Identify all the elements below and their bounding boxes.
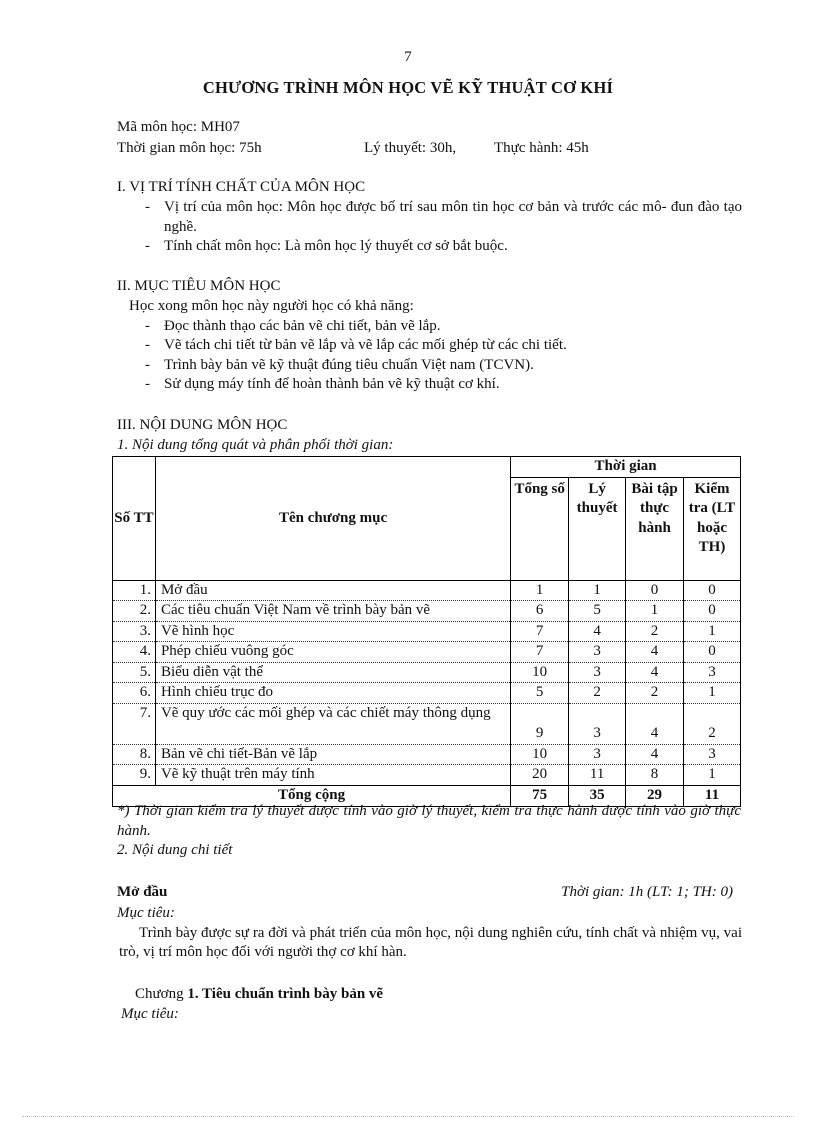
cell-theory: 3 (569, 744, 626, 765)
cell-stt: 2. (113, 601, 156, 622)
list-item: - Đọc thành thạo các bản vẽ chi tiết, bản vẽ lắp. (117, 317, 742, 337)
cell-stt: 7. (113, 703, 156, 744)
cell-total: 1 (511, 580, 569, 601)
table-row (113, 601, 741, 622)
cell-exercise: 2 (626, 683, 684, 704)
cell-test: 1 (684, 765, 741, 786)
header-exercise: Bài tập thực hành (626, 477, 684, 580)
cell-name: Mở đầu (155, 580, 510, 601)
cell-exercise: 4 (626, 703, 684, 744)
cell-test: 2 (684, 703, 741, 744)
cell-total: 20 (511, 765, 569, 786)
section-position (117, 178, 742, 257)
page-title: CHƯƠNG TRÌNH MÔN HỌC VẼ KỸ THUẬT CƠ KHÍ (202, 78, 614, 97)
cell-exercise: 2 (626, 621, 684, 642)
cell-stt: 3. (113, 621, 156, 642)
table-row (113, 765, 741, 786)
chapter-1-prefix: Chương (135, 986, 184, 1002)
cell-test: 3 (684, 662, 741, 683)
cell-test: 1 (684, 683, 741, 704)
cell-name: Vẽ hình học (155, 621, 510, 642)
table-caption: 1. Nội dung tổng quát và phân phối thời gian: (117, 437, 394, 453)
opening-goal-text: Trình bày được sự ra đời và phát triển của môn học, nội dung nghiên cứu, tính chất và nhiệm vụ, vai trò, vị trí môn học đối với người thợ cơ khí hàn. (119, 924, 742, 960)
chapter-1-goal-label: Mục tiêu: (121, 1005, 179, 1022)
cell-theory: 11 (569, 765, 626, 786)
section-objectives-title: II. MỤC TIÊU MÔN HỌC (117, 278, 281, 294)
cell-name: Biểu diễn vật thể (155, 662, 510, 683)
cell-exercise: 8 (626, 765, 684, 786)
cell-name: Hình chiếu trục đo (155, 683, 510, 704)
table-row (113, 703, 741, 744)
section-content (117, 416, 742, 456)
table-row (113, 621, 741, 642)
opening-name: Mở đầu (117, 884, 168, 900)
list-item: - Vị trí của môn học: Môn học được bố trí sau môn tin học cơ bản và trước các mô- đun đào tạo nghề. (117, 198, 742, 237)
list-item: - Sử dụng máy tính để hoàn thành bản vẽ kỹ thuật cơ khí. (117, 375, 742, 395)
course-practice-hours: Thực hành: 45h (494, 140, 589, 156)
header-test: Kiểm tra (LT hoặc TH) (684, 477, 741, 580)
cell-total: 7 (511, 621, 569, 642)
schedule-table (112, 456, 741, 807)
course-meta (117, 118, 757, 160)
header-theory: Lý thuyết (569, 477, 626, 580)
cell-stt: 1. (113, 580, 156, 601)
cell-name: Vẽ quy ước các mối ghép và các chiết máy thông dụng (155, 703, 510, 744)
opening-goal-label: Mục tiêu: (117, 905, 175, 921)
cell-exercise: 0 (626, 580, 684, 601)
cell-total: 10 (511, 662, 569, 683)
section-objectives-list (117, 317, 742, 395)
cell-exercise: 4 (626, 642, 684, 663)
chapter-1 (117, 985, 742, 1024)
section-position-title: I. VỊ TRÍ TÍNH CHẤT CỦA MÔN HỌC (117, 179, 366, 195)
cell-stt: 5. (113, 662, 156, 683)
page-number: 7 (404, 49, 412, 65)
cell-total: 9 (511, 703, 569, 744)
list-item: - Tính chất môn học: Là môn học lý thuyết cơ sở bắt buộc. (117, 237, 742, 257)
cell-total: 7 (511, 642, 569, 663)
chapter-1-heading (117, 985, 742, 1005)
cell-theory: 2 (569, 683, 626, 704)
section-objectives-intro: Học xong môn học này người học có khả năng: (129, 298, 414, 314)
page-footer-divider (22, 1116, 794, 1117)
course-code: Mã môn học: MH07 (117, 119, 240, 135)
header-name: Tên chương mục (155, 457, 510, 581)
cell-test: 0 (684, 601, 741, 622)
cell-name: Bản vẽ chi tiết-Bản vẽ lắp (155, 744, 510, 765)
cell-theory: 3 (569, 662, 626, 683)
section-objectives (117, 277, 742, 395)
total-theory: 35 (569, 785, 626, 806)
cell-stt: 9. (113, 765, 156, 786)
section-position-list (117, 198, 742, 257)
cell-total: 6 (511, 601, 569, 622)
total-exercise: 29 (626, 785, 684, 806)
opening-time: Thời gian: 1h (LT: 1; TH: 0) (561, 884, 733, 900)
cell-stt: 8. (113, 744, 156, 765)
header-time-group: Thời gian (511, 457, 741, 478)
cell-theory: 3 (569, 642, 626, 663)
note-text: *) Thời gian kiểm tra lý thuyết được tính vào giờ lý thuyết, kiểm tra thực hành được tính vào giờ thực hành. (117, 803, 741, 839)
cell-stt: 6. (113, 683, 156, 704)
course-duration: Thời gian môn học: 75h (117, 140, 262, 156)
chapter-1-title: 1. Tiêu chuẩn trình bày bản vẽ (187, 986, 384, 1002)
table-row (113, 642, 741, 663)
table-row (113, 580, 741, 601)
cell-stt: 4. (113, 642, 156, 663)
cell-exercise: 1 (626, 601, 684, 622)
table-note (117, 802, 741, 861)
cell-theory: 3 (569, 703, 626, 744)
cell-test: 0 (684, 642, 741, 663)
cell-test: 0 (684, 580, 741, 601)
course-theory-hours: Lý thuyết: 30h, (364, 140, 457, 156)
table-row (113, 662, 741, 683)
cell-test: 1 (684, 621, 741, 642)
cell-name: Các tiêu chuẩn Việt Nam về trình bày bản vẽ (155, 601, 510, 622)
section-content-title: III. NỘI DUNG MÔN HỌC (117, 417, 288, 433)
cell-test: 3 (684, 744, 741, 765)
opening-goals (117, 904, 742, 963)
detail-title: 2. Nội dung chi tiết (117, 842, 233, 858)
list-item: - Vẽ tách chi tiết từ bản vẽ lắp và vẽ lắp các mối ghép từ các chi tiết. (117, 336, 742, 356)
total-sum: 75 (511, 785, 569, 806)
cell-theory: 4 (569, 621, 626, 642)
cell-total: 5 (511, 683, 569, 704)
total-test: 11 (684, 785, 741, 806)
total-label: Tổng cộng (113, 785, 511, 806)
cell-exercise: 4 (626, 744, 684, 765)
cell-theory: 1 (569, 580, 626, 601)
cell-exercise: 4 (626, 662, 684, 683)
header-stt: Số TT (113, 457, 156, 581)
list-item: - Trình bày bản vẽ kỹ thuật đúng tiêu chuẩn Việt nam (TCVN). (117, 356, 742, 376)
opening-header (117, 883, 741, 903)
cell-name: Phép chiếu vuông góc (155, 642, 510, 663)
table-row (113, 683, 741, 704)
cell-total: 10 (511, 744, 569, 765)
table-row (113, 744, 741, 765)
header-total: Tổng số (511, 477, 569, 580)
cell-name: Vẽ kỹ thuật trên máy tính (155, 765, 510, 786)
cell-theory: 5 (569, 601, 626, 622)
